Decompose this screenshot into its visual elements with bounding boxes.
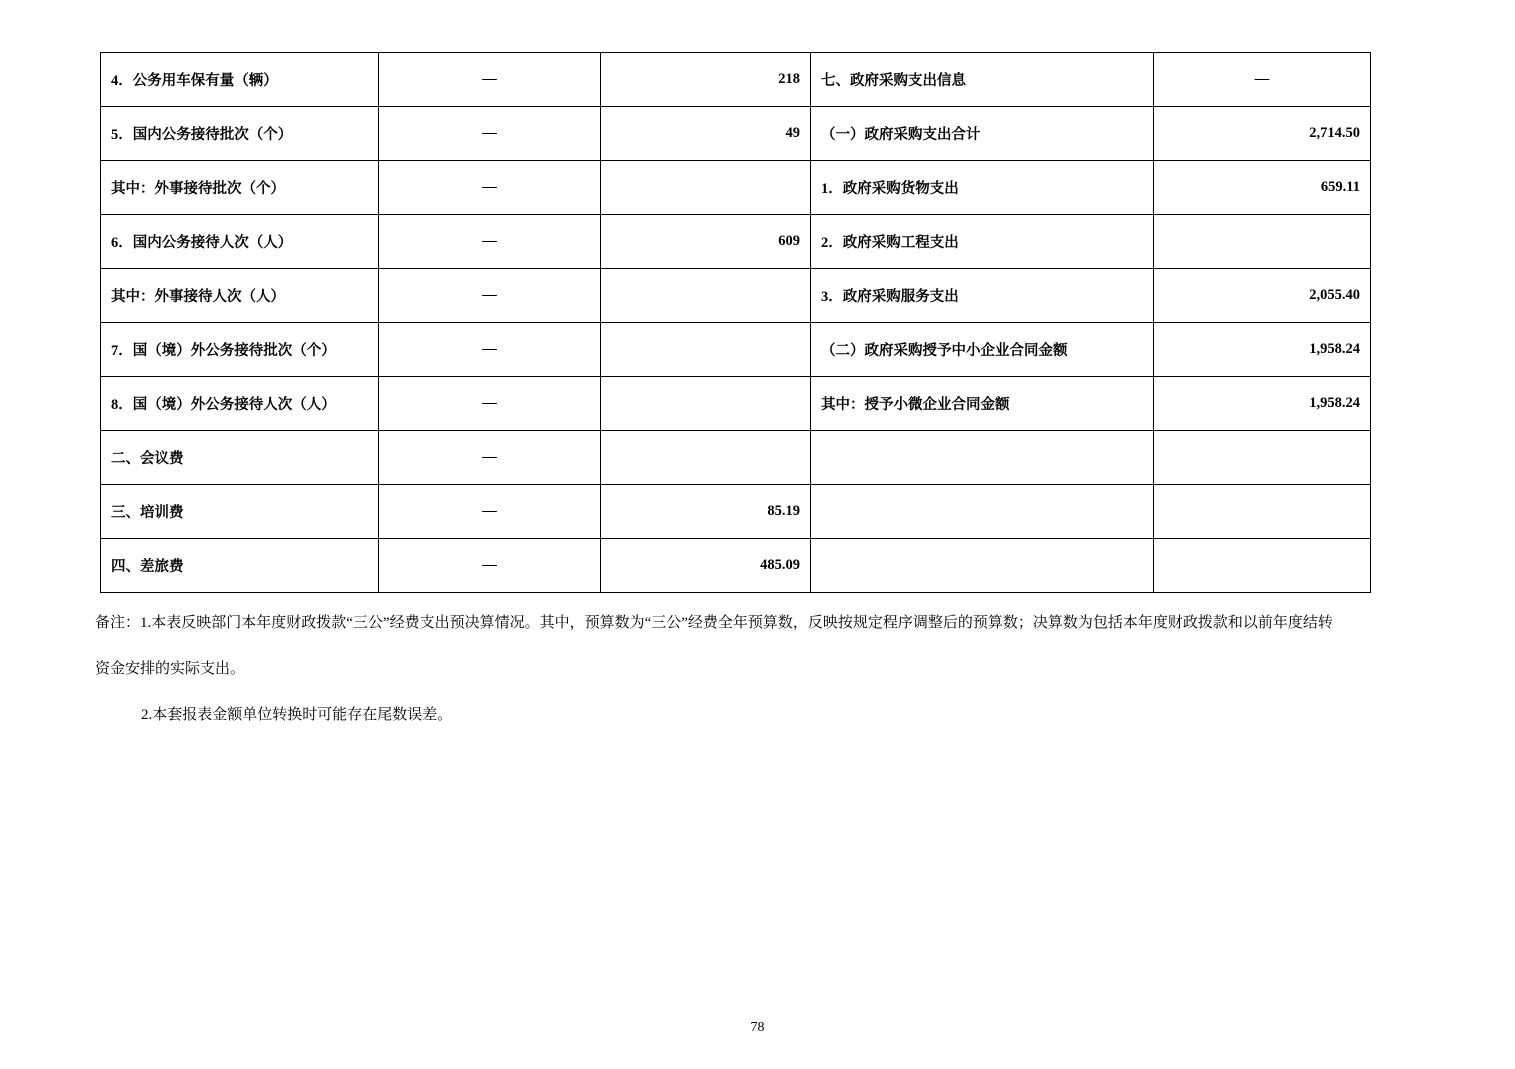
three-public-expense-table: [100, 52, 1371, 593]
note-line-3: 2.本套报表金额单位转换时可能存在尾数误差。: [141, 707, 453, 723]
note-line-1: 备注：1.本表反映部门本年度财政拨款“三公”经费支出预决算情况。其中，预算数为“三公”经费全年预算数，反映按规定程序调整后的预算数；决算数为包括本年度财政拨款和以前年度结转: [95, 615, 1333, 631]
table-notes: [95, 600, 1385, 738]
actual-value: 609: [601, 215, 811, 269]
table-row: [101, 215, 1371, 269]
row-label-left: 其中：外事接待批次（个）: [101, 161, 379, 215]
budget-value: —: [379, 107, 601, 161]
table-body: [101, 53, 1371, 593]
budget-value: —: [379, 539, 601, 593]
row-label-left: 二、会议费: [101, 431, 379, 485]
table-row: [101, 323, 1371, 377]
row-label-left: 4．公务用车保有量（辆）: [101, 53, 379, 107]
right-value: 2,714.50: [1154, 107, 1371, 161]
table-row: [101, 53, 1371, 107]
table-row: [101, 269, 1371, 323]
row-label-right: 2．政府采购工程支出: [811, 215, 1154, 269]
row-label-left: 7．国（境）外公务接待批次（个）: [101, 323, 379, 377]
right-value: [1154, 539, 1371, 593]
row-label-right: [811, 539, 1154, 593]
table-row: [101, 107, 1371, 161]
budget-value: —: [379, 161, 601, 215]
budget-value: —: [379, 485, 601, 539]
row-label-right: 七、政府采购支出信息: [811, 53, 1154, 107]
row-label-right: 1．政府采购货物支出: [811, 161, 1154, 215]
budget-value: —: [379, 377, 601, 431]
actual-value: 85.19: [601, 485, 811, 539]
table-row: [101, 539, 1371, 593]
actual-value: [601, 269, 811, 323]
table-row: [101, 161, 1371, 215]
right-value: 659.11: [1154, 161, 1371, 215]
table-row: [101, 431, 1371, 485]
actual-value: 485.09: [601, 539, 811, 593]
row-label-right: [811, 431, 1154, 485]
row-label-left: 四、差旅费: [101, 539, 379, 593]
actual-value: [601, 161, 811, 215]
budget-value: —: [379, 269, 601, 323]
row-label-left: 三、培训费: [101, 485, 379, 539]
table-row: [101, 377, 1371, 431]
right-value: 1,958.24: [1154, 377, 1371, 431]
budget-value: —: [379, 431, 601, 485]
row-label-right: （二）政府采购授予中小企业合同金额: [811, 323, 1154, 377]
row-label-right: （一）政府采购支出合计: [811, 107, 1154, 161]
page-number: 78: [750, 1020, 765, 1035]
budget-value: —: [379, 53, 601, 107]
actual-value: 218: [601, 53, 811, 107]
row-label-right: 3．政府采购服务支出: [811, 269, 1154, 323]
right-value: —: [1154, 53, 1371, 107]
row-label-left: 其中：外事接待人次（人）: [101, 269, 379, 323]
row-label-left: 6．国内公务接待人次（人）: [101, 215, 379, 269]
actual-value: [601, 431, 811, 485]
row-label-right: [811, 485, 1154, 539]
actual-value: [601, 323, 811, 377]
right-value: [1154, 485, 1371, 539]
actual-value: [601, 377, 811, 431]
row-label-left: 8．国（境）外公务接待人次（人）: [101, 377, 379, 431]
right-value: 1,958.24: [1154, 323, 1371, 377]
note-line-2: 资金安排的实际支出。: [95, 661, 246, 677]
actual-value: 49: [601, 107, 811, 161]
budget-value: —: [379, 215, 601, 269]
right-value: 2,055.40: [1154, 269, 1371, 323]
budget-value: —: [379, 323, 601, 377]
right-value: [1154, 431, 1371, 485]
table-row: [101, 485, 1371, 539]
row-label-right: 其中：授予小微企业合同金额: [811, 377, 1154, 431]
right-value: [1154, 215, 1371, 269]
row-label-left: 5．国内公务接待批次（个）: [101, 107, 379, 161]
